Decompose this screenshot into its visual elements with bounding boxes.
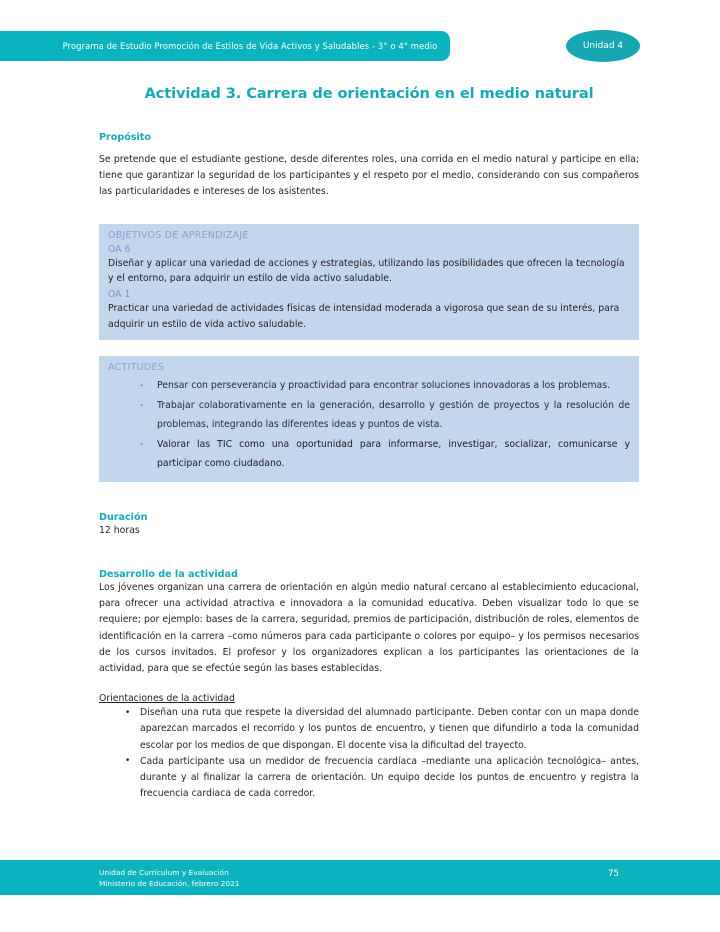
page-title: Actividad 3. Carrera de orientación en el medio natural	[144, 85, 594, 102]
list-item	[99, 705, 639, 754]
orientaciones-list	[99, 705, 639, 802]
proposito-heading: Propósito	[99, 132, 151, 143]
list-item-label: Trabajar colaborativamente en la generación, desarrollo y gestión de proyectos y la resolución de problemas, integrando las diferentes ideas y puntos de vista.	[157, 399, 630, 431]
dash-bullet-icon: -	[140, 380, 144, 392]
duracion-heading: Duración	[99, 511, 148, 523]
actitudes-list	[108, 376, 630, 474]
list-item	[108, 396, 630, 435]
oa-code-0: OA 6	[108, 243, 131, 255]
round-bullet-icon: •	[125, 707, 131, 718]
proposito-text: Se pretende que el estudiante gestione, desde diferentes roles, una corrida en el medio natural y participe en ella; tiene que garantizar la seguridad de los participantes y el respeto por el medio, considerando con sus compañeros las particularidades e intereses de los asistentes.	[99, 154, 639, 198]
actitudes-box	[99, 356, 639, 482]
list-item-label: Valorar las TIC como una oportunidad para informarse, investigar, socializar, comunicarse y participar como ciudadano.	[157, 438, 630, 470]
dash-bullet-icon: -	[140, 399, 144, 411]
unit-badge-label: Unidad 4	[582, 41, 624, 51]
oa-code-1: OA 1	[108, 289, 131, 301]
list-item-label: Pensar con perseverancia y proactividad para encontrar soluciones innovadoras a los problemas.	[157, 380, 611, 392]
round-bullet-icon: •	[125, 756, 131, 767]
page-number: 75	[608, 869, 619, 879]
oa-text-1: Practicar una variedad de actividades físicas de intensidad moderada a vigorosa que sean de su interés, para adquirir un estilo de vida activo saludable.	[108, 303, 620, 330]
page-header	[0, 31, 720, 61]
list-item	[108, 376, 630, 396]
footer-line-2: Ministerio de Educación, febrero 2021	[99, 878, 240, 888]
document-content	[99, 78, 639, 802]
actitudes-box-title: ACTITUDES	[108, 362, 165, 374]
objetivos-box	[99, 224, 639, 341]
objetivos-box-title: OBJETIVOS DE APRENDIZAJE	[108, 229, 249, 241]
list-item-label: Cada participante usa un medidor de frecuencia cardíaca –mediante una aplicación tecnológica– antes, durante y al finalizar la carrera de orientación. Un equipo decide los puntos de encuentro y registra la frecuencia cardiaca de cada corredor.	[140, 755, 639, 800]
header-banner	[0, 31, 450, 61]
header-banner-label: Programa de Estudio Promoción de Estilos de Vida Activos y Saludables - 3° o 4° medio	[62, 41, 438, 51]
duracion-value: 12 horas	[99, 524, 140, 536]
list-item	[108, 435, 630, 474]
desarrollo-text: Los jóvenes organizan una carrera de orientación en algún medio natural cercano al establecimiento educacional, para ofrecer una actividad atractiva e innovadora a la comunidad educativa. Deben visualizar todo lo que se requiere; por ejemplo: bases de la carrera, seguridad, premios de participación, distribución de roles, elementos de identificación en la carrera –como números para cada participante o colores por equipo– y los permisos necesarios de los cursos invitados. El profesor y los organizadores explican a los participantes las orientaciones de la actividad, para que se efectúe según las bases establecidas.	[99, 581, 639, 674]
unit-badge	[566, 30, 640, 62]
oa-text-0: Diseñar y aplicar una variedad de acciones y estrategias, utilizando las posibilidades que ofrecen la tecnología y el entorno, para adquirir un estilo de vida activo saludable.	[108, 257, 625, 285]
list-item	[99, 754, 639, 803]
orientaciones-heading: Orientaciones de la actividad	[99, 693, 235, 705]
footer-publisher	[99, 868, 240, 889]
footer-line-1: Unidad de Currículum y Evaluación	[99, 868, 229, 877]
dash-bullet-icon: -	[140, 438, 144, 450]
list-item-label: Diseñan una ruta que respete la diversidad del alumnado participante. Deben contar con un mapa donde aparezcan marcados el recorrido y los puntos de encuentro, y tienen que difundirlo a toda la comunidad escolar por los medios de que dispongan. El docente visa la dificultad del trayecto.	[140, 707, 639, 751]
desarrollo-heading: Desarrollo de la actividad	[99, 568, 238, 580]
page-footer	[0, 860, 720, 895]
